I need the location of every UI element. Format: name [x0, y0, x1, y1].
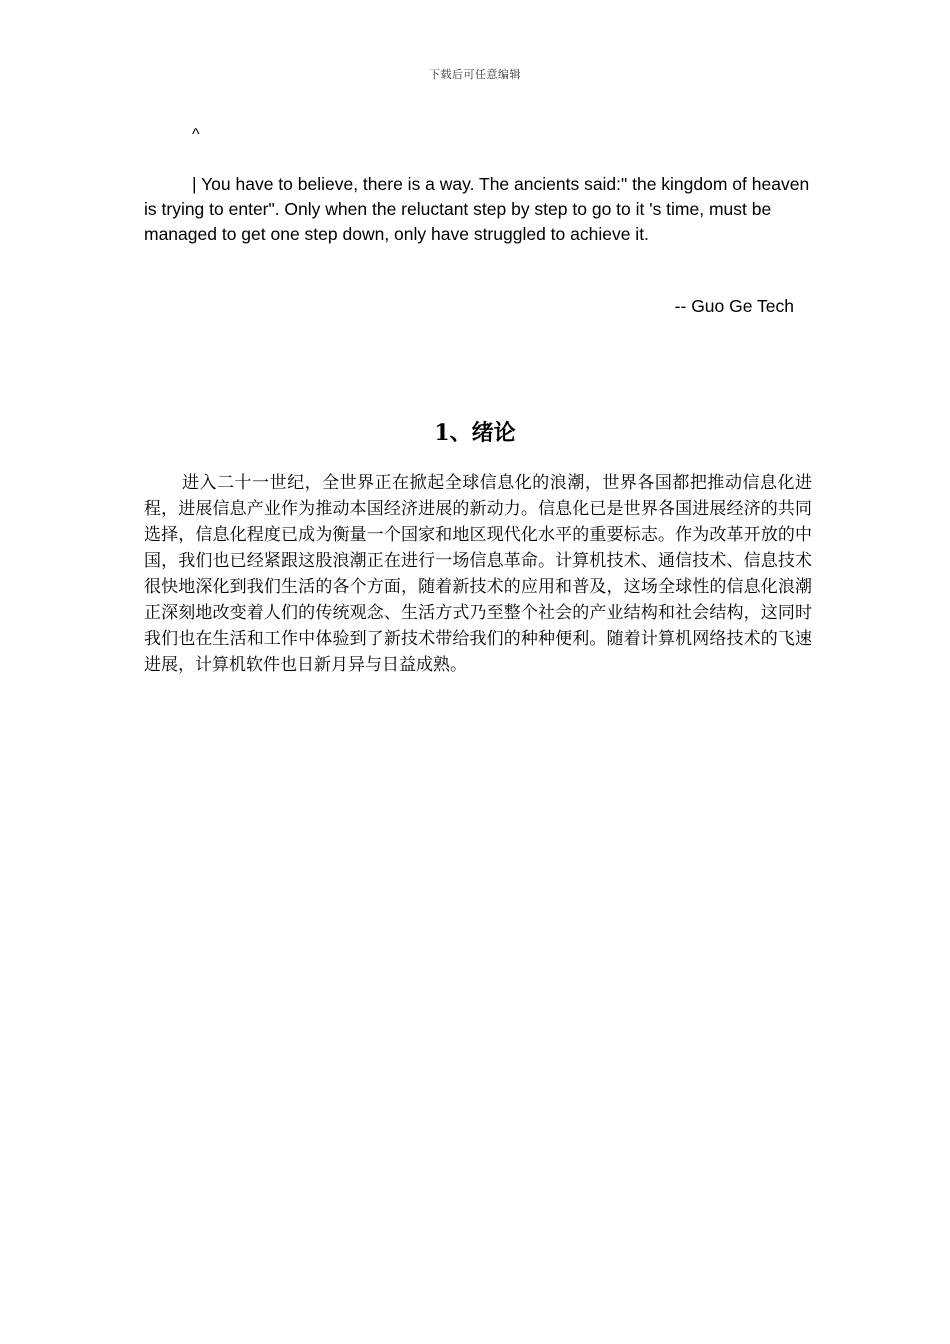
caret-mark: ^: [192, 126, 200, 143]
quote-attribution: -- Guo Ge Tech: [674, 296, 794, 316]
quote-text: | You have to believe, there is a way. The ancients said:" the kingdom of heaven is trying to enter". Only when the reluctant step by step to go to it 's time, must be managed to get one step down, only have struggled to achieve it.: [144, 174, 810, 244]
page-header-note: 下载后可任意编辑: [429, 68, 521, 81]
section-title: 1、绪论: [434, 420, 516, 446]
section-paragraph: 进入二十一世纪，全世界正在掀起全球信息化的浪潮，世界各国都把推动信息化进程，进展信息产业作为推动本国经济进展的新动力。信息化已是世界各国进展经济的共同选择，信息化程度已成为衡量一个国家和地区现代化水平的重要标志。作为改革开放的中国，我们也已经紧跟这股浪潮正在进行一场信息革命。计算机技术、通信技术、信息技术很快地深化到我们生活的各个方面，随着新技术的应用和普及，这场全球性的信息化浪潮正深刻地改变着人们的传统观念、生活方式乃至整个社会的产业结构和社会结构，这同时我们也在生活和工作中体验到了新技术带给我们的种种便利。随着计算机网络技术的飞速进展，计算机软件也日新月异与日益成熟。: [144, 473, 812, 675]
